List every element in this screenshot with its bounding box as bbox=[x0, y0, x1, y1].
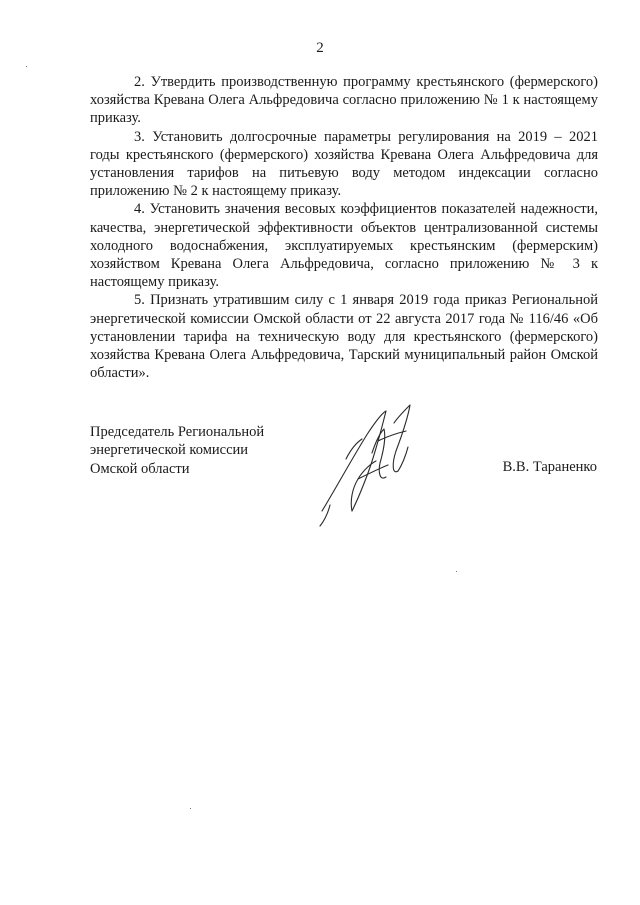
handwritten-signature bbox=[306, 393, 436, 528]
scan-speck bbox=[456, 571, 457, 572]
order-body bbox=[90, 73, 598, 382]
signer-name: В.В. Тараненко bbox=[502, 459, 597, 475]
scan-speck bbox=[26, 66, 27, 67]
page-number: 2 bbox=[316, 40, 324, 56]
scan-speck bbox=[190, 808, 191, 809]
signer-title-line: Омской области bbox=[90, 460, 190, 477]
paragraph-item-3: 3. Установить долгосрочные параметры регулирования на 2019 – 2021 годы крестьянского (фермерского) хозяйства Кревана Олега Альфредовича для установления тарифов на питьевую воду методом индексации согласно приложению № 2 к настоящему приказу. bbox=[90, 128, 598, 200]
paragraph-item-2: 2. Утвердить производственную программу крестьянского (фермерского) хозяйства Кревана Олега Альфредовича согласно приложению № 1 к настоящему приказу. bbox=[90, 74, 598, 127]
paragraph-item-4: 4. Установить значения весовых коэффициентов показателей надежности, качества, энергетической эффективности объектов централизованной системы холодного водоснабжения, эксплуатируемых крестьянским (фермерским) хозяйством Кревана Олега Альфредовича, согласно приложению № 3 к настоящему приказу. bbox=[90, 201, 598, 291]
paragraph-item-5: 5. Признать утратившим силу с 1 января 2019 года приказ Региональной энергетической комиссии Омской области от 22 августа 2017 года № 116/46 «Об установлении тарифа на техническую воду для крестьянского (фермерского) хозяйства Кревана Олега Альфредовича, Тарский муниципальный район Омской области». bbox=[90, 292, 598, 382]
signer-title-line: Председатель Региональной bbox=[90, 424, 265, 440]
signer-title-line: энергетической комиссии bbox=[90, 442, 249, 459]
